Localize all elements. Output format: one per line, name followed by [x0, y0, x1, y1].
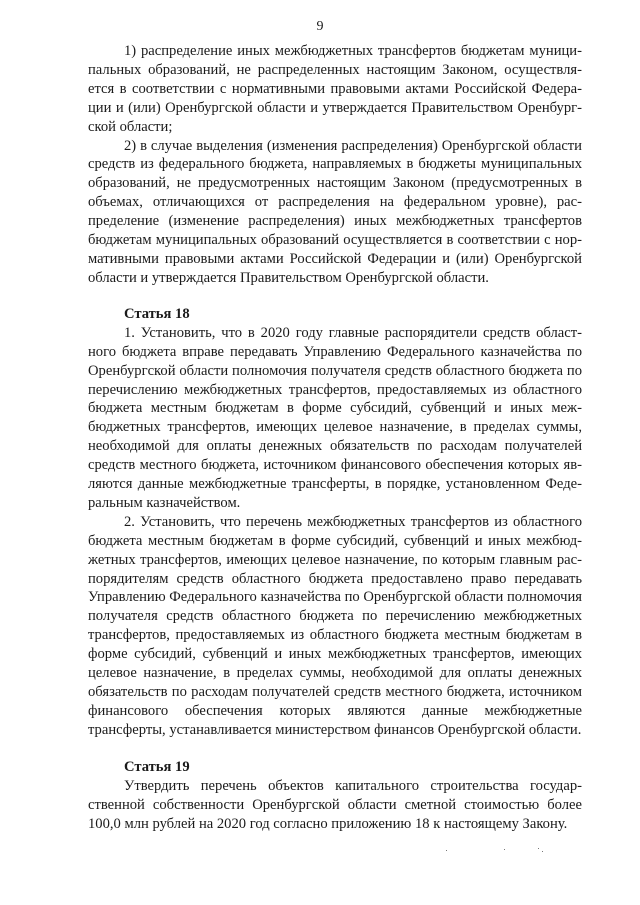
- article-18-paragraph-2: 2. Установить, что перечень межбюджетных трансфертов из областного бюджета местным бюджетам в форме субсидий, субвенций и иных межбюджетных трансфертов, имеющих целевое назначение, по которым главным распорядителям средств областного бюджета предоставлено право передавать Управлению Федерального казначейства по Оренбургской области полномочия получателя средств областного бюджета по перечислению межбюджетных трансфертов, предоставляемых из областного бюджета местным бюджетам в форме субсидий, субвенций и иных межбюджетных трансфертов, имеющих целевое назначение, в пределах суммы, необходимой для оплаты денежных обязательств по расходам получателей средств местного бюджета, источником финансового обеспечения которых являются данные межбюджетные трансферты, устанавливается министерством финансов Оренбургской области.: [88, 513, 582, 738]
- article-19-paragraph-1: Утвердить перечень объектов капитального строительства государственной собственности Оренбургской области сметной стоимостью более 100,0 млн рублей на 2020 год согласно приложению 18 к настоящему Закону.: [88, 777, 582, 832]
- paragraph-item-1: 1) распределение иных межбюджетных трансфертов бюджетам муниципальных образований, не распределенных настоящим Законом, осуществляется в соответствии с нормативными правовыми актами Российской Федерации и (или) Оренбургской области и утверждается Правительством Оренбургской области;: [88, 43, 582, 135]
- article-18-heading: Статья 18: [124, 305, 190, 322]
- article-18-paragraph-1: 1. Установить, что в 2020 году главные распорядители средств областного бюджета вправе передавать Управлению Федерального казначейства по Оренбургской области полномочия получателя средств областного бюджета по перечислению межбюджетных трансфертов, предоставляемых из областного бюджета местным бюджетам в форме субсидий, субвенций и иных межбюджетных трансфертов, имеющих целевое назначение, в пределах суммы, необходимой для оплаты денежных обязательств по расходам получателей средств местного бюджета, источником финансового обеспечения которых являются данные межбюджетные трансферты, в порядке, установленном Федеральным казначейством.: [88, 324, 582, 511]
- paragraph-item-2: 2) в случае выделения (изменения распределения) Оренбургской области средств из федерального бюджета, направляемых в бюджеты муниципальных образований, не предусмотренных настоящим Законом (предусмотренных в объемах, отличающихся от распределения на федеральном уровне), распределение (изменение распределения) иных межбюджетных трансфертов бюджетам муниципальных образований осуществляется в соответствии с нормативными правовыми актами Российской Федерации и (или) Оренбургской области и утверждается Правительством Оренбургской области.: [88, 137, 582, 286]
- scan-speckles: [446, 848, 566, 852]
- page-number: 9: [316, 19, 324, 34]
- document-body: [88, 42, 582, 833]
- article-19-heading: Статья 19: [124, 758, 190, 775]
